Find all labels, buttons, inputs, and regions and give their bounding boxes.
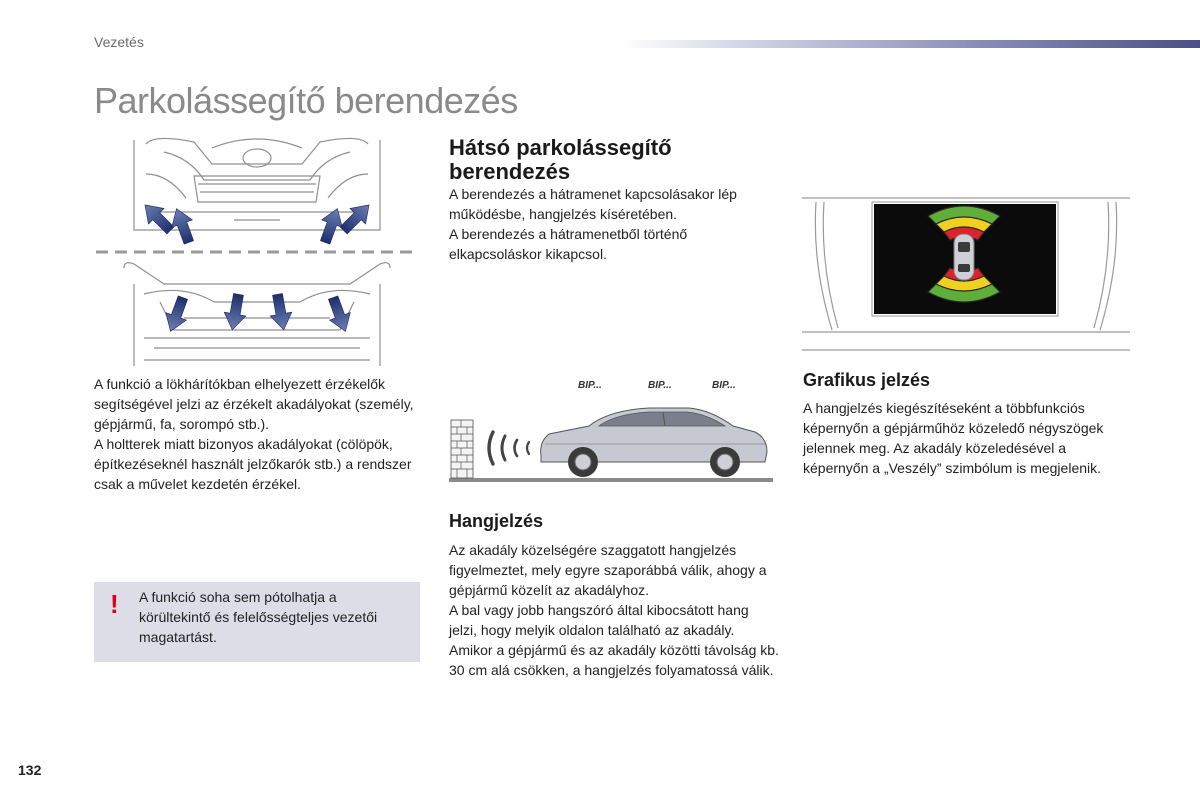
bumper-sensors-illustration <box>94 134 420 370</box>
graphic-signal-heading: Grafikus jelzés <box>803 370 931 390</box>
page-title: Parkolássegítő berendezés <box>94 80 518 121</box>
sound-paragraph: Amikor a gépjármű és az akadály közötti távolság kb. 30 cm alá csökken, a hangjelzés folyamatossá válik. <box>449 642 779 678</box>
sound-signal-text <box>449 540 779 680</box>
display-screen-illustration <box>802 194 1130 356</box>
beep-label: BIP... <box>578 380 602 391</box>
sound-paragraph: A bal vagy jobb hangszóró által kibocsátott hang jelzi, hogy melyik oldalon található az akadály. <box>449 602 749 638</box>
intro-paragraph: A berendezés a hátramenet kapcsolásakor lép működésbe, hangjelzés kíséretében. <box>449 186 737 222</box>
description-paragraph: A funkció a lökhárítókban elhelyezett érzékelők segítségével jelzi az érzékelt akadályokat (személy, gépjármű, fa, sorompó stb.). <box>94 376 414 432</box>
page-number: 132 <box>18 762 42 778</box>
intro-paragraph: A berendezés a hátramenetből történő elkapcsoláskor kikapcsol. <box>449 226 688 262</box>
left-description <box>94 374 424 494</box>
intro-text <box>449 184 779 264</box>
sound-signal-heading: Hangjelzés <box>449 511 544 531</box>
section-label: Vezetés <box>94 34 144 50</box>
graphic-signal-text: A hangjelzés kiegészítéseként a többfunkciós képernyőn a gépjárműhöz közeledő négyszögek jelennek meg. Az akadály közeledésével a képernyőn a „Veszély” szimbólum is megjelenik. <box>803 400 1104 476</box>
beep-label: BIP... <box>712 380 736 391</box>
header-decor-bar <box>622 40 1200 48</box>
exclamation-icon: ! <box>110 589 119 619</box>
rear-parking-heading: Hátsó parkolássegítő berendezés <box>449 135 672 184</box>
description-paragraph: A holtterek miatt bizonyos akadályokat (cölöpök, építkezéseknél használt jelzőkarók stb.) a rendszer csak a művelet kezdetén érzékel. <box>94 436 412 492</box>
sound-paragraph: Az akadály közelségére szaggatott hangjelzés figyelmeztet, mely egyre szaporábbá válik, ahogy a gépjármű közelít az akadályhoz. <box>449 542 767 598</box>
beep-label: BIP... <box>648 380 672 391</box>
warning-text: A funkció soha sem pótolhatja a körültekintő és felelősségteljes vezetői magatartást. <box>139 589 378 645</box>
reversing-car-illustration <box>449 396 775 488</box>
